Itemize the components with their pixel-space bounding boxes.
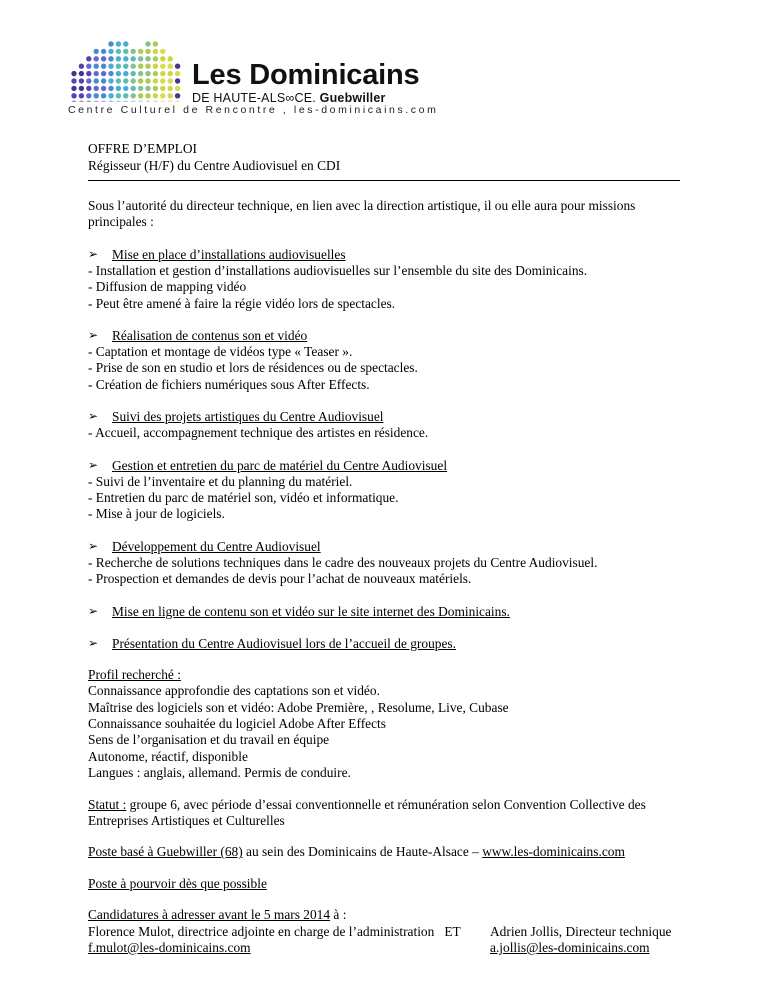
- section-item: - Création de fichiers numériques sous After Effects.: [88, 376, 370, 392]
- contacts: [88, 924, 680, 957]
- logo-dots-icon: [68, 38, 188, 102]
- contact-left-email[interactable]: f.mulot@les-dominicains.com: [88, 939, 251, 955]
- website-link[interactable]: www.les-dominicains.com: [482, 844, 625, 860]
- profil-line: Autonome, réactif, disponible: [88, 748, 248, 764]
- section-title: ➢ Suivi des projets artistiques du Centre Audiovisuel: [88, 409, 384, 425]
- candidatures-label: Candidatures à adresser avant le 5 mars 2014: [88, 907, 331, 923]
- section-title: ➢ Mise en ligne de contenu son et vidéo sur le site internet des Dominicains.: [88, 603, 510, 619]
- statut-label: Statut :: [88, 796, 127, 812]
- arrow-bullet-icon: ➢: [88, 246, 99, 261]
- document-body: [88, 140, 680, 956]
- poste-paragraph: Poste basé à Guebwiller (68) au sein des Dominicains de Haute-Alsace – www.les-dominicains.com: [88, 844, 625, 860]
- section-title: ➢ Mise en place d’installations audiovisuelles: [88, 246, 346, 262]
- profil-lines: [88, 683, 680, 781]
- section-item: - Suivi de l’inventaire et du planning du matériel.: [88, 473, 353, 489]
- pourvoir-line: Poste à pourvoir dès que possible: [88, 875, 267, 891]
- contact-right-name: Adrien Jollis, Directeur technique: [490, 923, 672, 939]
- section-title: ➢ Présentation du Centre Audiovisuel lors de l’accueil de groupes.: [88, 635, 456, 651]
- logo-tagline: Centre Culturel de Rencontre , les-dominicains.com: [68, 104, 439, 116]
- mission-sections: [88, 231, 680, 652]
- profil-line: Langues : anglais, allemand. Permis de conduire.: [88, 765, 351, 781]
- section-item: - Installation et gestion d’installations audiovisuelles sur l’ensemble du site des Dominicains.: [88, 262, 588, 278]
- intro-paragraph: Sous l’autorité du directeur technique, en lien avec la direction artistique, il ou elle aura pour missions principales :: [88, 198, 636, 230]
- poste-label: Poste basé à Guebwiller (68): [88, 844, 243, 860]
- logo-title: Les Dominicains: [192, 59, 420, 91]
- section-item: - Diffusion de mapping vidéo: [88, 279, 247, 295]
- section-title: ➢ Réalisation de contenus son et vidéo: [88, 328, 308, 344]
- contact-left-name: Florence Mulot, directrice adjointe en charge de l’administration ET: [88, 923, 461, 939]
- statut-paragraph: Statut : groupe 6, avec période d’essai conventionnelle et rémunération selon Convention Collective des Entreprises Artistiques et Culturelles: [88, 796, 646, 828]
- job-header: [88, 140, 680, 174]
- section-item: - Peut être amené à faire la régie vidéo lors de spectacles.: [88, 295, 396, 311]
- section-item: - Captation et montage de vidéos type « Teaser ».: [88, 344, 353, 360]
- section-item: - Prospection et demandes de devis pour l’achat de nouveaux matériels.: [88, 571, 472, 587]
- arrow-bullet-icon: ➢: [88, 538, 99, 553]
- section-item: - Mise à jour de logiciels.: [88, 506, 225, 522]
- contact-left: [88, 924, 461, 957]
- section-item: - Recherche de solutions techniques dans le cadre des nouveaux projets du Centre Audiovisuel.: [88, 554, 598, 570]
- profil-title: Profil recherché :: [88, 666, 181, 682]
- arrow-bullet-icon: ➢: [88, 409, 99, 424]
- section-title: ➢ Gestion et entretien du parc de matériel du Centre Audiovisuel: [88, 457, 448, 473]
- logo: [68, 38, 439, 118]
- logo-subtitle: DE HAUTE-ALS∞CE. Guebwiller: [192, 91, 386, 105]
- contact-right-email[interactable]: a.jollis@les-dominicains.com: [490, 939, 650, 955]
- contact-right: [490, 924, 680, 957]
- header-line2: Régisseur (H/F) du Centre Audiovisuel en CDI: [88, 158, 341, 173]
- section-item: - Prise de son en studio et lors de résidences ou de spectacles.: [88, 360, 418, 376]
- profil-line: Sens de l’organisation et du travail en équipe: [88, 732, 330, 748]
- arrow-bullet-icon: ➢: [88, 635, 99, 650]
- section-item: - Entretien du parc de matériel son, vidéo et informatique.: [88, 490, 399, 506]
- arrow-bullet-icon: ➢: [88, 328, 99, 343]
- logo-o-icon: ∞: [285, 91, 295, 105]
- arrow-bullet-icon: ➢: [88, 457, 99, 472]
- section-title: ➢ Développement du Centre Audiovisuel: [88, 538, 321, 554]
- profil-line: Connaissance approfondie des captations son et vidéo.: [88, 683, 380, 699]
- profil-line: Maîtrise des logiciels son et vidéo: Adobe Première, , Resolume, Live, Cubase: [88, 699, 509, 715]
- section-item: - Accueil, accompagnement technique des artistes en résidence.: [88, 425, 429, 441]
- profil-line: Connaissance souhaitée du logiciel Adobe After Effects: [88, 715, 386, 731]
- arrow-bullet-icon: ➢: [88, 603, 99, 618]
- header-line1: OFFRE D’EMPLOI: [88, 141, 197, 156]
- candidatures-line: Candidatures à adresser avant le 5 mars 2014 à :: [88, 907, 347, 923]
